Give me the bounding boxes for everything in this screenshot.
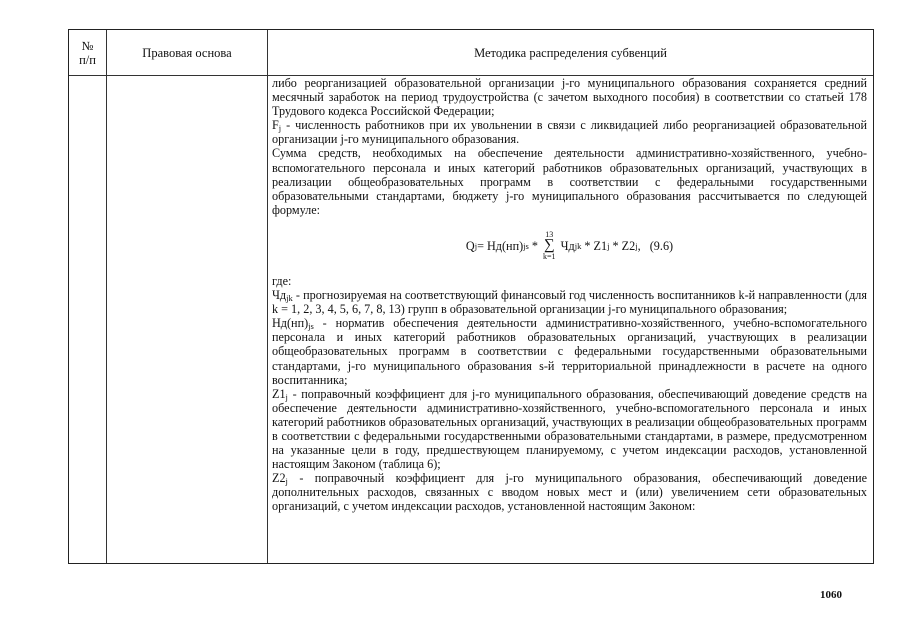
formula-number: , (9.6) (637, 238, 674, 253)
sum-upper: 13 (545, 230, 554, 240)
symbol-subscript: j (285, 391, 288, 402)
header-number-label: № п/п (79, 38, 96, 67)
formula: Q j = Нд(нп) js * 13 ∑ k=1 Чд jk * Z1 j * Z2 j , (9.6) (465, 230, 674, 262)
formula-part: * (528, 238, 542, 253)
formula-lhs: Q (465, 238, 475, 253)
summation (543, 230, 556, 261)
symbol: Z2 (272, 471, 286, 486)
paragraph: Сумма средств, необходимых на обеспечение деятельности административно-хозяйственного, учебно-вспомогательного персонала и иных категорий работников образовательных организаций, участвующих в реализации общеобразовательных программ в соответствии с федеральными государственными образовательными стандартами, бюджету j-го муниципального образования рассчитывается по следующей формуле: (272, 146, 867, 217)
formula-part: * Z2 (609, 238, 636, 253)
column-divider (106, 30, 107, 563)
paragraph (272, 316, 867, 386)
methodology-table (68, 29, 874, 564)
formula-part: * Z1 (581, 238, 608, 253)
symbol-subscript: j (278, 123, 282, 134)
symbol-subscript: jk (286, 293, 293, 304)
sum-sign: ∑ (543, 237, 555, 254)
definition: - численность работников при их увольнении в связи с ликвидацией либо реорганизацией образовательной организации j-го муниципального образования. (272, 118, 867, 147)
symbol: Z1 (272, 386, 286, 401)
paragraph (272, 471, 867, 513)
paragraph: либо реорганизацией образовательной организации j-го муниципального образования сохраняется средний месячный заработок на период трудоустройства (с зачетом выходного пособия) в соответствии со статьей 178 Трудового кодекса Российской Федерации; (272, 76, 867, 119)
symbol: F (272, 118, 279, 133)
definition: - норматив обеспечения деятельности административно-хозяйственного, учебно-вспомогательного персонала и иных категорий работников образовательных организаций, участвующих в реализации общеобразовательных программ в соответствии с федеральными государственными образовательными стандартами, j-го муниципального образования s-й территориальной принадлежности в расчете на одного воспитанника; (272, 316, 867, 387)
symbol-subscript: js (308, 321, 314, 332)
symbol: Чд (272, 288, 287, 303)
header-methodology: Методика распределения субвенций (474, 45, 667, 60)
paragraph (272, 387, 867, 472)
definition: - поправочный коэффициент для j-го муниципального образования, обеспечивающий доведение дополнительных расходов, связанных с вводом новых мест и (или) увеличением сети образовательных организаций, с учетом индексации расходов, установленной настоящим Законом: (272, 471, 867, 514)
methodology-text (272, 76, 867, 514)
header-legal-basis: Правовая основа (142, 45, 232, 60)
sum-lower: k=1 (543, 252, 556, 262)
header-number (69, 30, 106, 75)
symbol: Нд(нп) (272, 316, 309, 331)
paragraph (272, 288, 867, 316)
definition: - поправочный коэффициент для j-го муниципального образования, обеспечивающий доведение средств на обеспечение деятельности административно-хозяйственного, учебно-вспомогательного персонала и иных категорий работников образовательных организаций, участвующих в реализации общеобразовательных программ в соответствии с федеральными государственными образовательными стандартами, в размере, предусмотренном на указанные цели в году, предшествующем планируемому, с учетом индексации расходов, установленной настоящим Законом (таблица 6); (272, 386, 867, 472)
column-divider (267, 30, 268, 563)
paragraph (272, 118, 867, 146)
formula-part: = Нд(нп) (477, 238, 524, 253)
formula-part: Чд (557, 238, 575, 253)
symbol-subscript: j (285, 476, 288, 487)
definition: - прогнозируемая на соответствующий финансовый год численность воспитанников k-й направленности (для k = 1, 2, 3, 4, 5, 6, 7, 8, 13) групп в образовательной организации j-го муниципального образования; (272, 288, 867, 317)
where-label: где: (272, 273, 292, 288)
page-number: 1060 (820, 589, 842, 601)
